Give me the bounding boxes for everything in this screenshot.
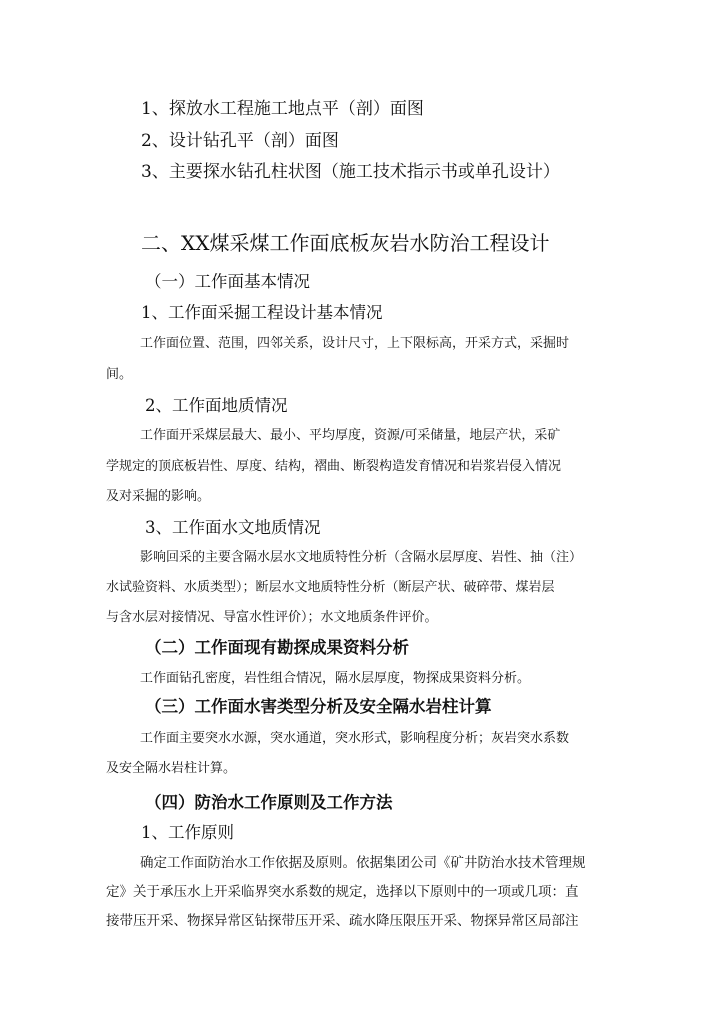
subsection-heading: 1、工作原则 (141, 823, 234, 842)
drawing-list-item: 1、探放水工程施工地点平（剖）面图 (141, 99, 424, 119)
drawing-list-item: 2、设计钻孔平（剖）面图 (141, 131, 339, 151)
chapter-title: 二、XX煤采煤工作面底板灰岩水防治工程设计 (141, 231, 550, 255)
paragraph-line: 影响回采的主要含隔水层水文地质特性分析（含隔水层厚度、岩性、抽（注） (140, 550, 583, 565)
paragraph-line: 学规定的顶底板岩性、厚度、结构，褶曲、断裂构造发育情况和岩浆岩侵入情况 (106, 459, 562, 474)
paragraph-line: 与含水层对接情况、导富水性评价）；水文地质条件评价。 (106, 610, 438, 625)
drawing-list-item: 3、主要探水钻孔柱状图（施工技术指示书或单孔设计） (141, 162, 560, 182)
section-heading: （二）工作面现有勘探成果资料分析 (145, 638, 409, 657)
subsection-heading: 1、工作面采掘工程设计基本情况 (141, 303, 383, 322)
paragraph-line: 工作面主要突水水源，突水通道，突水形式，影响程度分析；灰岩突水系数 (140, 731, 570, 746)
paragraph-line: 工作面钻孔密度，岩性组合情况，隔水层厚度，物探成果资料分析。 (140, 671, 531, 686)
section-heading: （四）防治水工作原则及工作方法 (145, 793, 393, 812)
paragraph-line: 及对采掘的影响。 (106, 489, 211, 504)
section-heading: （三）工作面水害类型分析及安全隔水岩柱计算 (145, 697, 492, 716)
subsection-heading: 3、工作面水文地质情况 (145, 518, 321, 537)
paragraph-line: 工作面开采煤层最大、最小、平均厚度，资源/可采储量，地层产状，采矿 (140, 428, 561, 443)
paragraph-line: 水试验资料、水质类型）；断层水文地质特性分析（断层产状、破碎带、煤岩层 (106, 580, 555, 595)
section-heading: （一）工作面基本情况 (145, 272, 310, 291)
paragraph-line: 及安全隔水岩柱计算。 (106, 761, 237, 776)
paragraph-line: 间。 (106, 367, 133, 382)
paragraph-line: 确定工作面防治水工作依据及原则。依据集团公司《矿井防治水技术管理规 (140, 855, 586, 871)
paragraph-line: 定》关于承压水上开采临界突水系数的规定，选择以下原则中的一项或几项：直 (106, 884, 579, 900)
subsection-heading: 2、工作面地质情况 (145, 396, 288, 415)
paragraph-line: 接带压开采、物探异常区钻探带压开采、疏水降压限压开采、物探异常区局部注 (106, 913, 579, 929)
paragraph-line: 工作面位置、范围，四邻关系，设计尺寸，上下限标高，开采方式，采掘时 (140, 336, 570, 351)
